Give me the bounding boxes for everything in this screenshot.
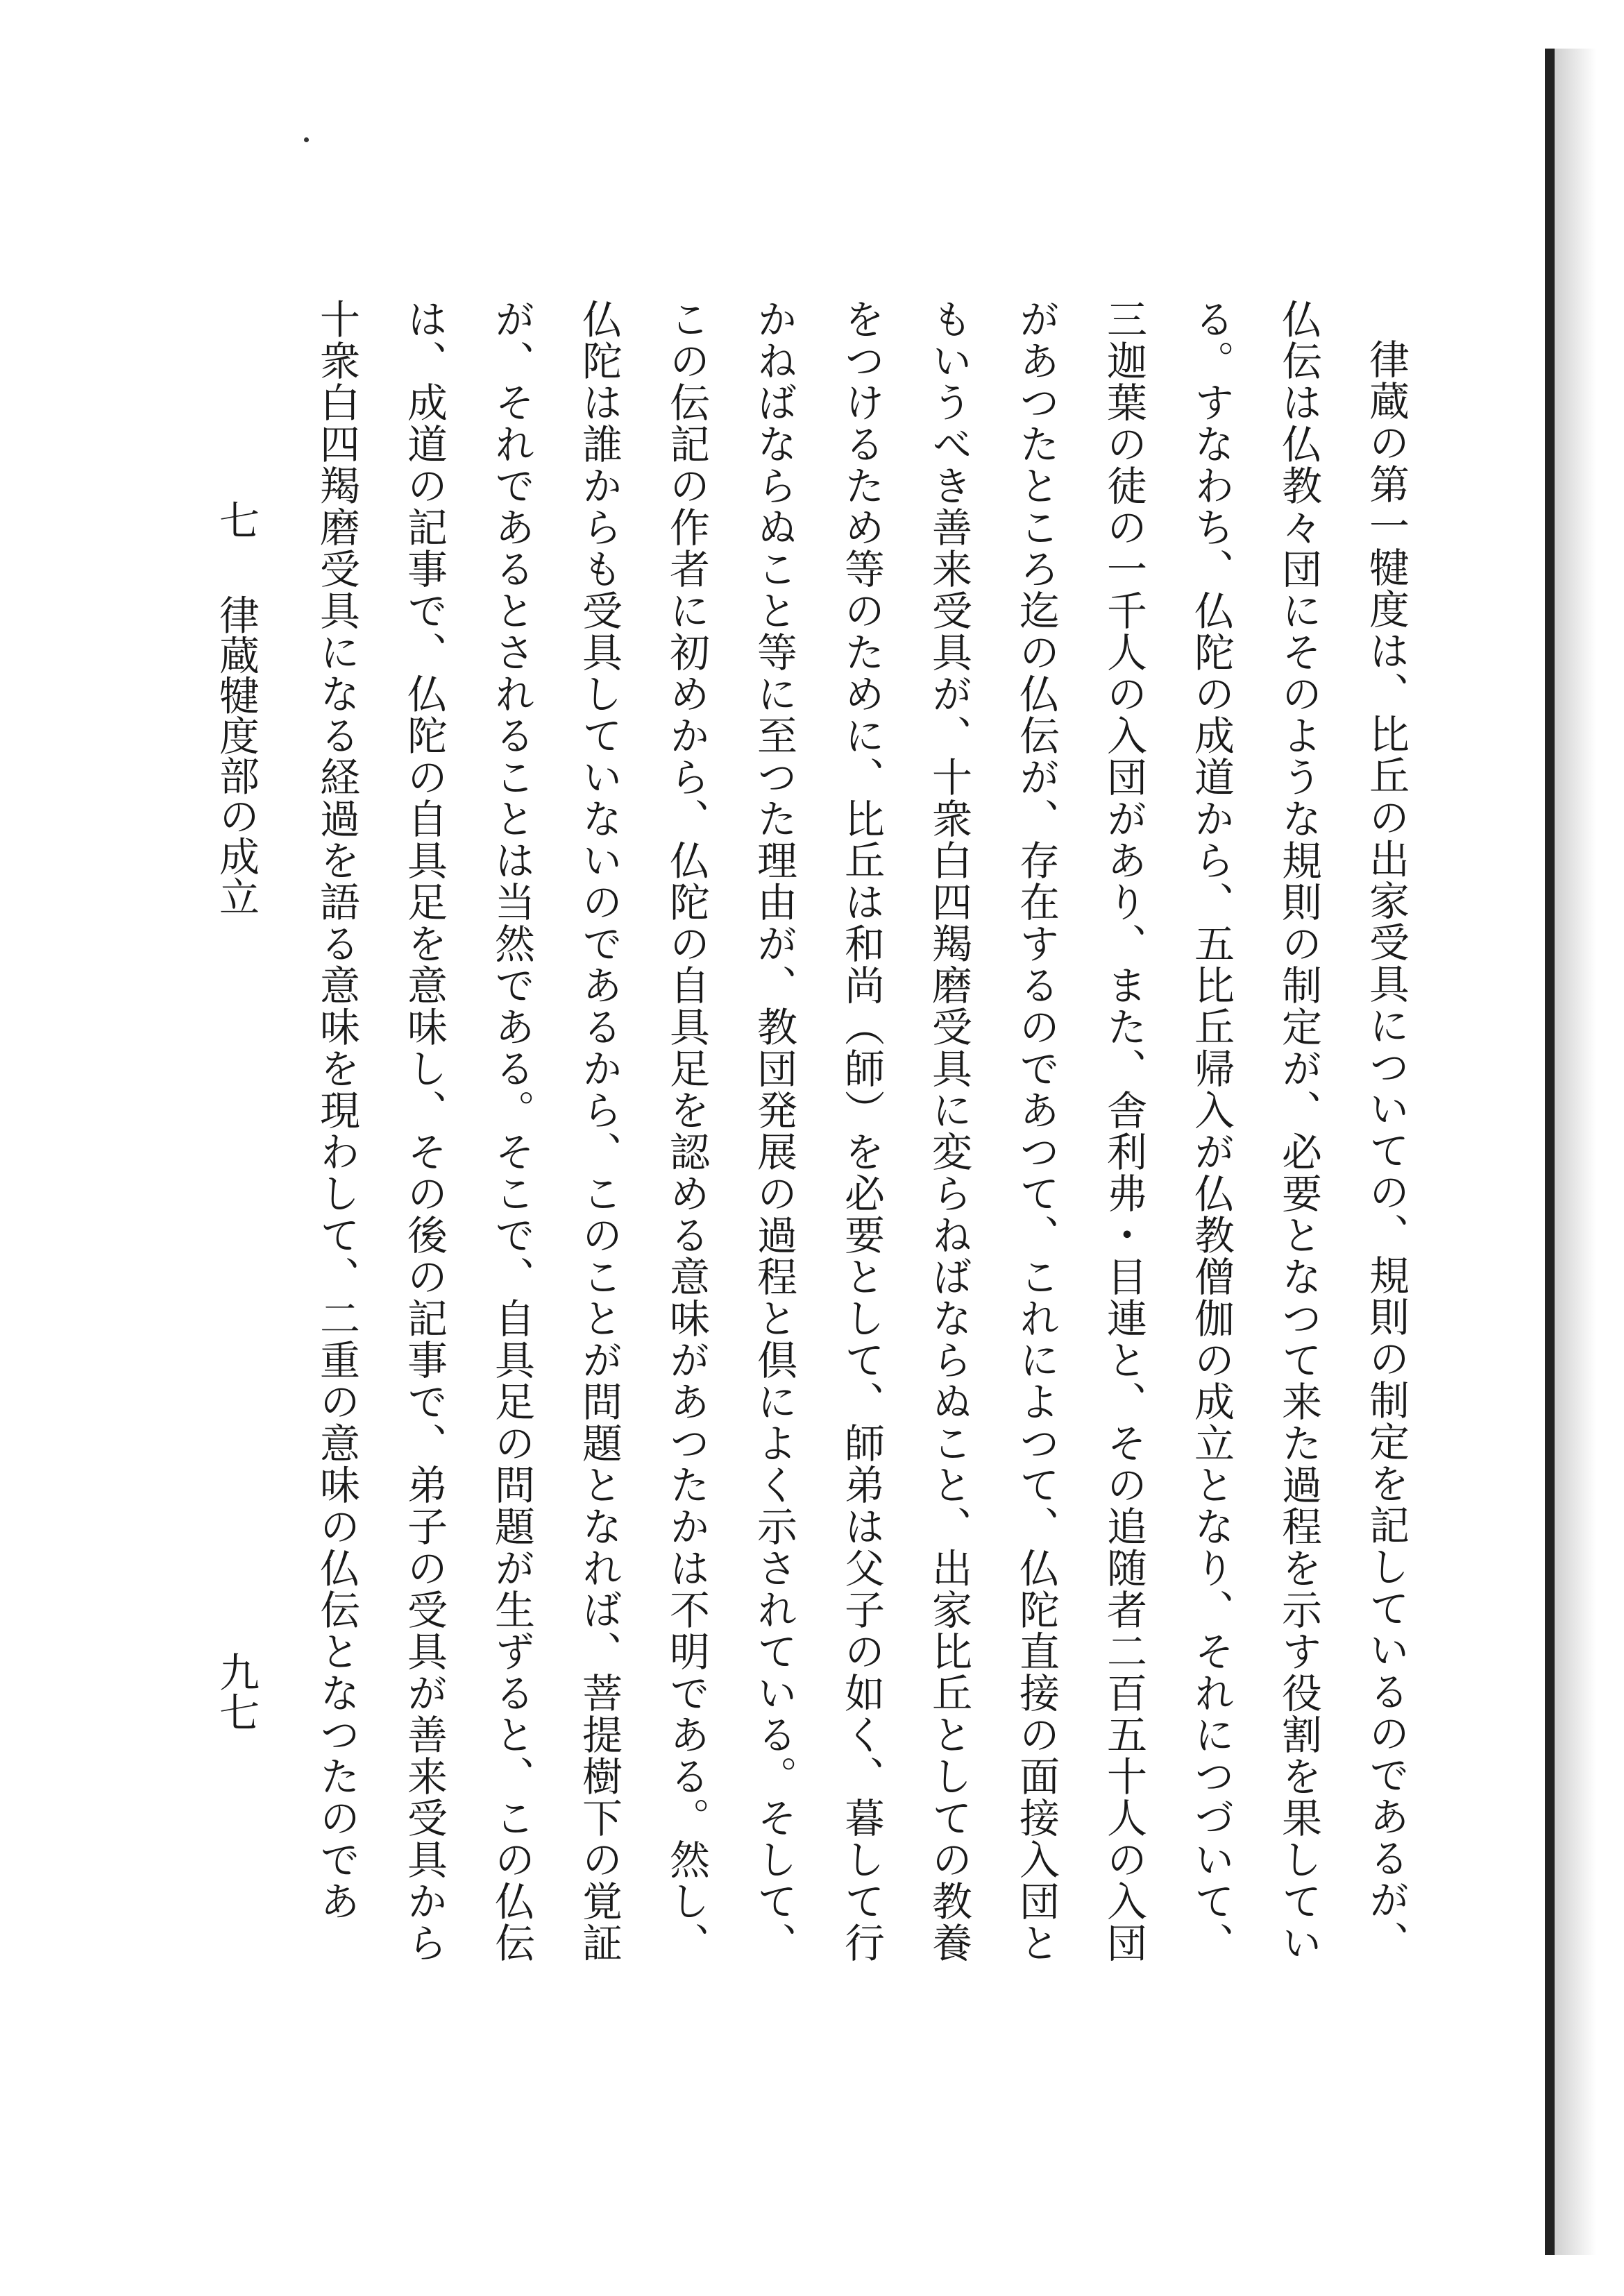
scan-speck — [304, 137, 309, 142]
paragraph — [291, 298, 1430, 1991]
chapter-number: 七 — [212, 500, 260, 540]
body-text — [291, 298, 1430, 1991]
scan-edge-fade — [1555, 49, 1596, 2255]
chapter-title: 律蔵犍度部の成立 — [212, 594, 260, 917]
scan-edge-shadow — [1545, 49, 1555, 2255]
paragraph-text: 律蔵の第一犍度は、比丘の出家受具についての、規則の制定を記しているのであるが、仏伝は仏教々団にそのような規則の制定が、必要となつて来た過程を示す役割を果している。すなわち、仏陀の成道から、五比丘帰入が仏教僧伽の成立となり、それにつづいて、三迦葉の徒の一千人の入団があり、また、舎利弗・目連と、その追随者二百五十人の入団があつたところ迄の仏伝が、存在するのであつて、これによつて、仏陀直接の面接入団ともいうべき善来受具が、十衆白四羯磨受具に変らねばならぬこと、出家比丘としての教養をつけるため等のために、比丘は和尚（師）を必要として、師弟は父子の如く、暮して行かねばならぬこと等に至つた理由が、教団発展の過程と倶によく示されている。そして、この伝記の作者に初めから、仏陀の自具足を認める意味があつたかは不明である。然し、仏陀は誰からも受具していないのであるから、このことが問題となれば、菩提樹下の覚証が、それであるとされることは当然である。そこで、自具足の問題が生ずると、この仏伝は、成道の記事で、仏陀の自具足を意味し、その後の記事で、弟子の受具が善来受具から十衆白四羯磨受具になる経過を語る意味を現わして、二重の意味の仏伝となつたのであ — [313, 298, 1410, 1964]
running-head — [208, 500, 264, 1471]
page-number: 九七 — [212, 1651, 260, 1732]
